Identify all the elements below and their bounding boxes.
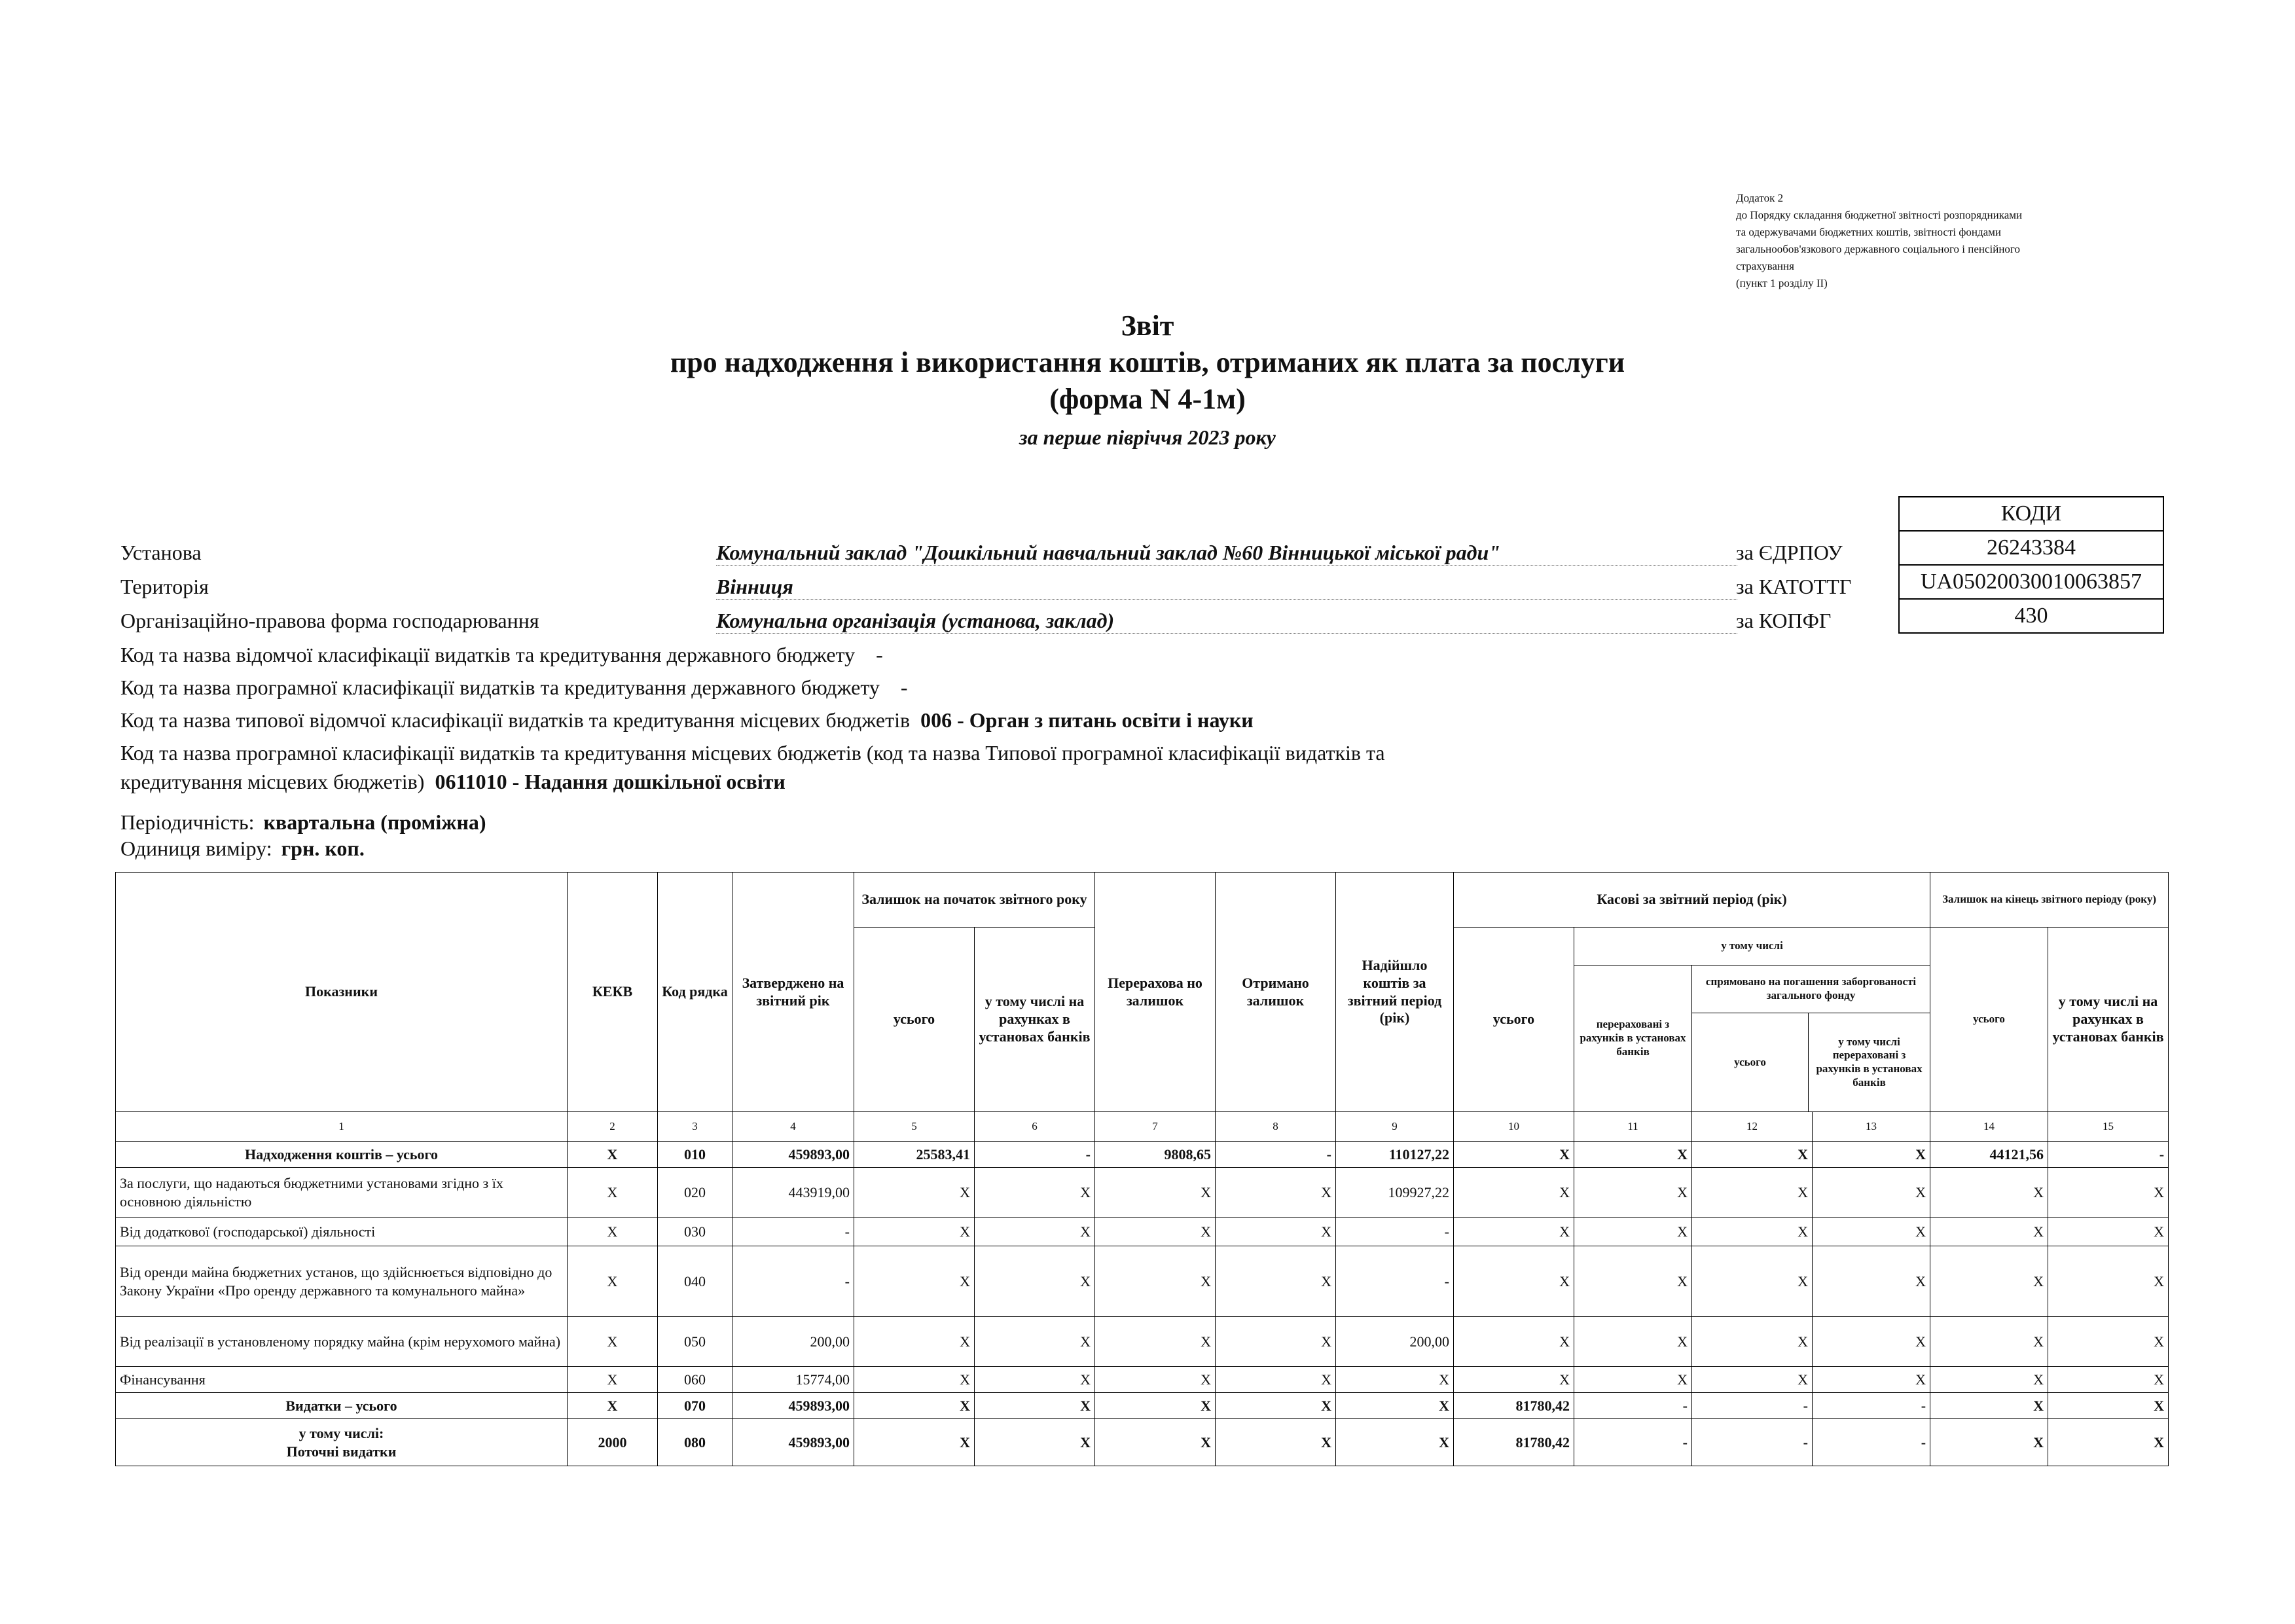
column-number: 7 xyxy=(1095,1112,1216,1142)
prog-classification-line xyxy=(120,676,908,700)
cell-end-total: Х xyxy=(1930,1419,2048,1466)
row-kekv: Х xyxy=(568,1317,658,1367)
dept-classification-value: - xyxy=(876,643,883,666)
row-indicator: Від оренди майна бюджетних установ, що здійснюється відповідно до Закону України «Про оренду державного та комунального майна» xyxy=(116,1246,568,1317)
katottg-code: UA05020030010063857 xyxy=(1899,565,2163,599)
cell-cash-total: Х xyxy=(1454,1246,1574,1317)
cell-end-bank: Х xyxy=(2048,1419,2169,1466)
local-dept-classification-line xyxy=(120,708,1254,732)
cell-approved: 15774,00 xyxy=(732,1367,854,1393)
unit-line xyxy=(120,837,365,861)
cell-transferred: 9808,65 xyxy=(1095,1142,1216,1168)
report-form-number: (форма N 4-1м) xyxy=(1049,383,1246,415)
cell-approved: 459893,00 xyxy=(732,1142,854,1168)
row-kekv: Х xyxy=(568,1246,658,1317)
cell-end-bank: Х xyxy=(2048,1246,2169,1317)
cell-cash-bank: Х xyxy=(1574,1246,1692,1317)
table-row xyxy=(116,1142,2169,1168)
cell-debt-total: - xyxy=(1692,1419,1813,1466)
cell-start-bank: Х xyxy=(975,1419,1095,1466)
cell-start-bank: Х xyxy=(975,1246,1095,1317)
cell-approved: 200,00 xyxy=(732,1317,854,1367)
appendix-line: та одержувачами бюджетних коштів, звітності фондами xyxy=(1736,226,2002,238)
column-number: 8 xyxy=(1216,1112,1336,1142)
orgform-label: Організаційно-правова форма господарювання xyxy=(120,609,539,632)
katottg-label: за КАТОТТГ xyxy=(1736,575,1852,598)
header-balance-start: Залишок на початок звітного року xyxy=(854,873,1095,928)
table-row xyxy=(116,1367,2169,1393)
cell-end-total: Х xyxy=(1930,1218,2048,1246)
column-number: 11 xyxy=(1574,1112,1692,1142)
header-start-incl-bank: у тому числі на рахунках в установах банків xyxy=(975,928,1095,1112)
row-kekv: Х xyxy=(568,1142,658,1168)
cell-debt-bank: Х xyxy=(1813,1142,1930,1168)
column-number: 14 xyxy=(1930,1112,2048,1142)
cell-approved: 443919,00 xyxy=(732,1168,854,1218)
local-dept-classification-label: Код та назва типової відомчої класифікації видатків та кредитування місцевих бюджетів xyxy=(120,708,911,732)
cell-cash-total: 81780,42 xyxy=(1454,1393,1574,1419)
cell-start-bank: Х xyxy=(975,1168,1095,1218)
row-indicator: Фінансування xyxy=(116,1367,568,1393)
institution-value: Комунальний заклад "Дошкільний навчальний заклад №60 Вінницької міської ради" xyxy=(716,541,1737,566)
cell-start-total: Х xyxy=(854,1419,975,1466)
row-kekv: 2000 xyxy=(568,1419,658,1466)
row-indicator xyxy=(116,1419,568,1466)
cell-debt-bank: Х xyxy=(1813,1317,1930,1367)
header-debt-repayment: спрямовано на погашення заборгованості загального фонду xyxy=(1692,965,1930,1013)
local-prog-classification-label: кредитування місцевих бюджетів) xyxy=(120,770,425,793)
header-arrived: Надійшло коштів за звітний період (рік) xyxy=(1336,873,1454,1112)
cell-received: Х xyxy=(1216,1393,1336,1419)
prog-classification-value: - xyxy=(900,676,908,699)
territory-value: Вінниця xyxy=(716,575,1737,600)
column-number: 12 xyxy=(1692,1112,1813,1142)
cell-debt-total: - xyxy=(1692,1393,1813,1419)
cell-cash-total: Х xyxy=(1454,1367,1574,1393)
row-code: 020 xyxy=(658,1168,732,1218)
column-numbers-row xyxy=(116,1112,2169,1142)
codes-header: КОДИ xyxy=(1899,497,2163,531)
row-code: 070 xyxy=(658,1393,732,1419)
cell-start-bank: Х xyxy=(975,1218,1095,1246)
cell-arrived: 109927,22 xyxy=(1336,1168,1454,1218)
cell-end-total: 44121,56 xyxy=(1930,1142,2048,1168)
cell-start-bank: Х xyxy=(975,1317,1095,1367)
header-end-incl-bank: у тому числі на рахунках в установах банків xyxy=(2048,928,2169,1112)
cell-start-total: Х xyxy=(854,1246,975,1317)
cell-end-total: Х xyxy=(1930,1367,2048,1393)
cell-arrived: Х xyxy=(1336,1393,1454,1419)
column-number: 15 xyxy=(2048,1112,2169,1142)
kopfg-code: 430 xyxy=(1899,599,2163,633)
table-row xyxy=(116,1393,2169,1419)
cell-debt-bank: - xyxy=(1813,1419,1930,1466)
appendix-note xyxy=(1736,190,2155,292)
header-row-code: Код рядка xyxy=(658,873,732,1112)
appendix-line: (пункт 1 розділу ІІ) xyxy=(1736,277,1828,289)
cell-debt-bank: Х xyxy=(1813,1367,1930,1393)
periodicity-label: Періодичність: xyxy=(120,810,255,834)
appendix-line: Додаток 2 xyxy=(1736,192,1784,204)
table-row xyxy=(116,1168,2169,1218)
column-number: 3 xyxy=(658,1112,732,1142)
local-prog-classification-value: 0611010 - Надання дошкільної освіти xyxy=(435,770,786,793)
header-debt-incl-bank: у тому числі перераховані з рахунків в установах банків xyxy=(1816,1035,1923,1089)
report-subtitle: про надходження і використання коштів, отриманих як плата за послуги xyxy=(670,346,1625,378)
orgform-value: Комунальна організація (установа, заклад) xyxy=(716,609,1737,634)
row-code: 040 xyxy=(658,1246,732,1317)
cell-end-total: Х xyxy=(1930,1393,2048,1419)
cell-end-total: Х xyxy=(1930,1317,2048,1367)
cell-cash-bank: Х xyxy=(1574,1218,1692,1246)
row-indicator: Видатки – усього xyxy=(116,1393,568,1419)
cell-debt-total: Х xyxy=(1692,1317,1813,1367)
cell-cash-total: Х xyxy=(1454,1168,1574,1218)
cell-transferred: Х xyxy=(1095,1168,1216,1218)
column-number: 9 xyxy=(1336,1112,1454,1142)
cell-received: - xyxy=(1216,1142,1336,1168)
header-received: Отримано залишок xyxy=(1216,873,1336,1112)
cell-received: Х xyxy=(1216,1218,1336,1246)
header-debt-total: усього xyxy=(1692,1013,1809,1111)
cell-transferred: Х xyxy=(1095,1218,1216,1246)
cell-end-bank: Х xyxy=(2048,1393,2169,1419)
header-balance-end: Залишок на кінець звітного періоду (року) xyxy=(1930,873,2169,928)
edrpou-label: за ЄДРПОУ xyxy=(1736,541,1843,564)
cell-received: Х xyxy=(1216,1317,1336,1367)
report-title: Звіт xyxy=(1121,310,1174,342)
row-indicator: Від додаткової (господарської) діяльності xyxy=(116,1218,568,1246)
cell-received: Х xyxy=(1216,1419,1336,1466)
local-prog-classification-line1: Код та назва програмної класифікації видатків та кредитування місцевих бюджетів (код та назва Типової програмної класифікації видатків та xyxy=(120,741,1385,765)
cell-transferred: Х xyxy=(1095,1419,1216,1466)
cell-end-bank: - xyxy=(2048,1142,2169,1168)
cell-start-bank: Х xyxy=(975,1367,1095,1393)
report-table xyxy=(115,872,2169,1466)
row-indicator-prefix: у тому числі: xyxy=(298,1425,384,1441)
cell-debt-bank: Х xyxy=(1813,1218,1930,1246)
cell-approved: 459893,00 xyxy=(732,1419,854,1466)
cell-cash-bank: Х xyxy=(1574,1142,1692,1168)
column-number: 6 xyxy=(975,1112,1095,1142)
cell-start-total: Х xyxy=(854,1367,975,1393)
row-code: 030 xyxy=(658,1218,732,1246)
row-kekv: Х xyxy=(568,1367,658,1393)
cell-transferred: Х xyxy=(1095,1246,1216,1317)
column-number: 1 xyxy=(116,1112,568,1142)
cell-start-bank: Х xyxy=(975,1393,1095,1419)
unit-label: Одиниця виміру: xyxy=(120,837,272,860)
cell-received: Х xyxy=(1216,1367,1336,1393)
cell-end-bank: Х xyxy=(2048,1317,2169,1367)
prog-classification-label: Код та назва програмної класифікації видатків та кредитування державного бюджету xyxy=(120,676,880,699)
cell-cash-total: Х xyxy=(1454,1317,1574,1367)
row-indicator: За послуги, що надаються бюджетними установами згідно з їх основною діяльністю xyxy=(116,1168,568,1218)
cell-approved: - xyxy=(732,1218,854,1246)
header-indicator: Показники xyxy=(116,873,568,1112)
cell-cash-total: 81780,42 xyxy=(1454,1419,1574,1466)
cell-approved: 459893,00 xyxy=(732,1393,854,1419)
header-cash-transferred-bank: перераховані з рахунків в установах банків xyxy=(1574,965,1692,1112)
row-kekv: Х xyxy=(568,1168,658,1218)
table-row xyxy=(116,1246,2169,1317)
cell-debt-total: Х xyxy=(1692,1168,1813,1218)
cell-cash-bank: Х xyxy=(1574,1317,1692,1367)
header-kekv: КЕКВ xyxy=(568,873,658,1112)
cell-arrived: Х xyxy=(1336,1419,1454,1466)
column-number: 13 xyxy=(1813,1112,1930,1142)
appendix-line: страхування xyxy=(1736,260,1794,272)
header-start-total: усього xyxy=(854,928,975,1112)
cell-end-bank: Х xyxy=(2048,1218,2169,1246)
cell-cash-bank: - xyxy=(1574,1419,1692,1466)
cell-debt-total: Х xyxy=(1692,1246,1813,1317)
row-indicator: Від реалізації в установленому порядку майна (крім нерухомого майна) xyxy=(116,1317,568,1367)
cell-start-total: Х xyxy=(854,1168,975,1218)
cell-approved: - xyxy=(732,1246,854,1317)
kopfg-label: за КОПФГ xyxy=(1736,609,1832,632)
cell-received: Х xyxy=(1216,1246,1336,1317)
cell-arrived: - xyxy=(1336,1218,1454,1246)
column-number: 10 xyxy=(1454,1112,1574,1142)
cell-end-bank: Х xyxy=(2048,1367,2169,1393)
row-code: 050 xyxy=(658,1317,732,1367)
cell-end-bank: Х xyxy=(2048,1168,2169,1218)
cell-debt-total: Х xyxy=(1692,1218,1813,1246)
cell-start-total: Х xyxy=(854,1317,975,1367)
cell-transferred: Х xyxy=(1095,1393,1216,1419)
row-kekv: Х xyxy=(568,1393,658,1419)
cell-debt-bank: Х xyxy=(1813,1168,1930,1218)
header-transferred: Перерахова но залишок xyxy=(1095,873,1216,1112)
cell-debt-bank: - xyxy=(1813,1393,1930,1419)
cell-cash-bank: Х xyxy=(1574,1367,1692,1393)
column-number: 4 xyxy=(732,1112,854,1142)
cell-transferred: Х xyxy=(1095,1367,1216,1393)
periodicity-line xyxy=(120,810,486,835)
local-dept-classification-value: 006 - Орган з питань освіти і науки xyxy=(920,708,1254,732)
cell-cash-total: Х xyxy=(1454,1218,1574,1246)
dept-classification-label: Код та назва відомчої класифікації видатків та кредитування державного бюджету xyxy=(120,643,856,666)
table-row xyxy=(116,1419,2169,1466)
cell-cash-total: Х xyxy=(1454,1142,1574,1168)
column-number: 5 xyxy=(854,1112,975,1142)
cell-start-bank: - xyxy=(975,1142,1095,1168)
appendix-line: загальнообов'язкового державного соціального і пенсійного xyxy=(1736,243,2020,255)
cell-cash-bank: - xyxy=(1574,1393,1692,1419)
row-kekv: Х xyxy=(568,1218,658,1246)
table-row xyxy=(116,1317,2169,1367)
cell-arrived: 200,00 xyxy=(1336,1317,1454,1367)
header-debt-repayment-group xyxy=(1692,965,1930,1112)
cell-end-total: Х xyxy=(1930,1168,2048,1218)
row-code: 060 xyxy=(658,1367,732,1393)
cell-start-total: 25583,41 xyxy=(854,1142,975,1168)
cell-arrived: 110127,22 xyxy=(1336,1142,1454,1168)
cell-end-total: Х xyxy=(1930,1246,2048,1317)
cell-arrived: Х xyxy=(1336,1367,1454,1393)
cell-transferred: Х xyxy=(1095,1317,1216,1367)
row-indicator-name: Поточні видатки xyxy=(286,1443,397,1460)
header-approved: Затверджено на звітний рік xyxy=(732,873,854,1112)
report-period: за перше півріччя 2023 року xyxy=(1019,425,1276,449)
cell-start-total: Х xyxy=(854,1218,975,1246)
table-row xyxy=(116,1218,2169,1246)
row-code: 010 xyxy=(658,1142,732,1168)
appendix-line: до Порядку складання бюджетної звітності розпорядниками xyxy=(1736,209,2023,221)
codes-box xyxy=(1898,496,2164,634)
column-number: 2 xyxy=(568,1112,658,1142)
cell-start-total: Х xyxy=(854,1393,975,1419)
header-end-total: усього xyxy=(1930,928,2048,1112)
row-indicator: Надходження коштів – усього xyxy=(116,1142,568,1168)
dept-classification-line xyxy=(120,643,883,667)
header-cash: Касові за звітний період (рік) xyxy=(1454,873,1930,928)
institution-label: Установа xyxy=(120,541,202,564)
cell-debt-total: Х xyxy=(1692,1142,1813,1168)
row-code: 080 xyxy=(658,1419,732,1466)
cell-debt-bank: Х xyxy=(1813,1246,1930,1317)
cell-arrived: - xyxy=(1336,1246,1454,1317)
unit-value: грн. коп. xyxy=(281,837,365,860)
edrpou-code: 26243384 xyxy=(1899,531,2163,565)
territory-label: Територія xyxy=(120,575,209,598)
header-incl: у тому числі xyxy=(1574,928,1930,965)
periodicity-value: квартальна (проміжна) xyxy=(263,810,486,834)
cell-cash-bank: Х xyxy=(1574,1168,1692,1218)
cell-debt-total: Х xyxy=(1692,1367,1813,1393)
cell-received: Х xyxy=(1216,1168,1336,1218)
header-cash-total: усього xyxy=(1454,928,1574,1112)
local-prog-classification-line2 xyxy=(120,770,786,794)
